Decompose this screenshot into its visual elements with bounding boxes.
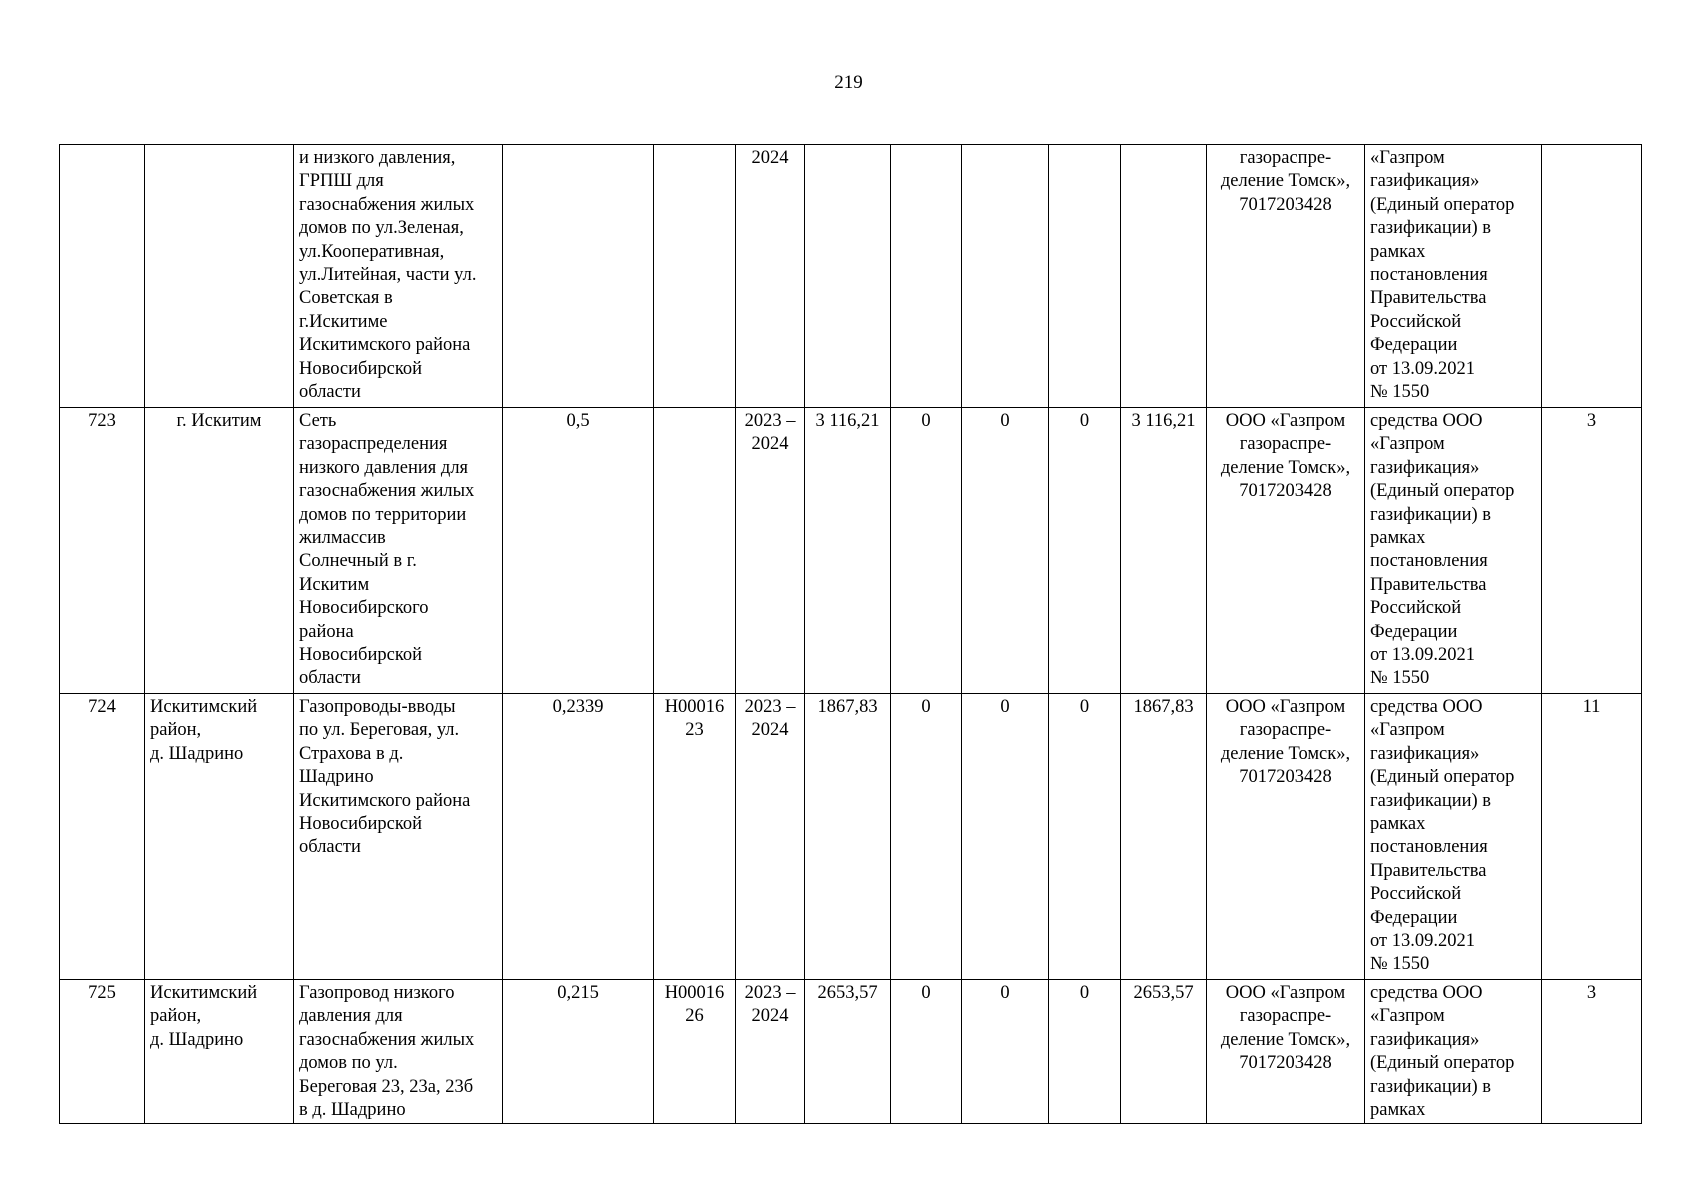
cell-object-name: Сеть газораспределения низкого давления для газоснабжения жилых домов по территории жилмассив Солнечный в г. Искитим Новосибирского района Новосибирской области bbox=[294, 408, 503, 694]
cell-organization: газораспре- деление Томск», 7017203428 bbox=[1207, 145, 1365, 408]
cell-period: 2023 – 2024 bbox=[736, 694, 805, 980]
cell-code: Н00016 26 bbox=[654, 980, 736, 1124]
cell-funding: средства ООО «Газпром газификация» (Единый оператор газификации) в рамках постановления Правительства Российской Федерации от 13.09.2021 № 1550 bbox=[1365, 694, 1542, 980]
cell-last: 11 bbox=[1542, 694, 1642, 980]
cell-code: Н00016 23 bbox=[654, 694, 736, 980]
cell-total bbox=[805, 145, 891, 408]
cell-location: Искитимский район, д. Шадрино bbox=[145, 694, 294, 980]
cell-value-3: 0 bbox=[1049, 694, 1121, 980]
cell-funding: «Газпром газификация» (Единый оператор газификации) в рамках постановления Правительства Российской Федерации от 13.09.2021 № 1550 bbox=[1365, 145, 1542, 408]
cell-total: 3 116,21 bbox=[805, 408, 891, 694]
cell-location bbox=[145, 145, 294, 408]
cell-code bbox=[654, 145, 736, 408]
cell-location: Искитимский район, д. Шадрино bbox=[145, 980, 294, 1124]
table-row bbox=[60, 408, 1642, 694]
cell-value-2: 0 bbox=[962, 408, 1049, 694]
cell-value-2 bbox=[962, 145, 1049, 408]
cell-organization: ООО «Газпром газораспре- деление Томск», 7017203428 bbox=[1207, 408, 1365, 694]
cell-object-name: Газопровод низкого давления для газоснабжения жилых домов по ул. Береговая 23, 23а, 23б в д. Шадрино bbox=[294, 980, 503, 1124]
page-number: 219 bbox=[834, 72, 863, 93]
cell-funding: средства ООО «Газпром газификация» (Единый оператор газификации) в рамках постановления Правительства Российской Федерации от 13.09.2021 № 1550 bbox=[1365, 408, 1542, 694]
cell-period: 2023 – 2024 bbox=[736, 980, 805, 1124]
cell-value-1: 0 bbox=[891, 694, 962, 980]
cell-object-name: Газопроводы-вводы по ул. Береговая, ул. Страхова в д. Шадрино Искитимского района Новосибирской области bbox=[294, 694, 503, 980]
cell-number bbox=[60, 145, 145, 408]
cell-value-1: 0 bbox=[891, 980, 962, 1124]
cell-value-4: 2653,57 bbox=[1121, 980, 1207, 1124]
cell-length: 0,5 bbox=[503, 408, 654, 694]
cell-code bbox=[654, 408, 736, 694]
cell-organization: ООО «Газпром газораспре- деление Томск», 7017203428 bbox=[1207, 694, 1365, 980]
cell-funding: средства ООО «Газпром газификация» (Единый оператор газификации) в рамках bbox=[1365, 980, 1542, 1124]
cell-number: 723 bbox=[60, 408, 145, 694]
cell-length: 0,215 bbox=[503, 980, 654, 1124]
cell-value-4: 3 116,21 bbox=[1121, 408, 1207, 694]
cell-last: 3 bbox=[1542, 408, 1642, 694]
cell-period: 2024 bbox=[736, 145, 805, 408]
cell-value-4: 1867,83 bbox=[1121, 694, 1207, 980]
cell-total: 2653,57 bbox=[805, 980, 891, 1124]
cell-organization: ООО «Газпром газораспре- деление Томск», 7017203428 bbox=[1207, 980, 1365, 1124]
cell-length bbox=[503, 145, 654, 408]
cell-value-3: 0 bbox=[1049, 980, 1121, 1124]
cell-last bbox=[1542, 145, 1642, 408]
table-row bbox=[60, 145, 1642, 408]
table-row bbox=[60, 694, 1642, 980]
cell-value-3 bbox=[1049, 145, 1121, 408]
table-row bbox=[60, 980, 1642, 1124]
cell-period: 2023 – 2024 bbox=[736, 408, 805, 694]
cell-number: 724 bbox=[60, 694, 145, 980]
cell-object-name: и низкого давления, ГРПШ для газоснабжения жилых домов по ул.Зеленая, ул.Кооперативная, ул.Литейная, части ул. Советская в г.Искитиме Искитимского района Новосибирской области bbox=[294, 145, 503, 408]
cell-value-1 bbox=[891, 145, 962, 408]
cell-total: 1867,83 bbox=[805, 694, 891, 980]
cell-value-1: 0 bbox=[891, 408, 962, 694]
investment-table bbox=[59, 144, 1642, 1124]
cell-location: г. Искитим bbox=[145, 408, 294, 694]
cell-number: 725 bbox=[60, 980, 145, 1124]
cell-value-2: 0 bbox=[962, 694, 1049, 980]
cell-last: 3 bbox=[1542, 980, 1642, 1124]
cell-value-2: 0 bbox=[962, 980, 1049, 1124]
cell-length: 0,2339 bbox=[503, 694, 654, 980]
cell-value-3: 0 bbox=[1049, 408, 1121, 694]
cell-value-4 bbox=[1121, 145, 1207, 408]
